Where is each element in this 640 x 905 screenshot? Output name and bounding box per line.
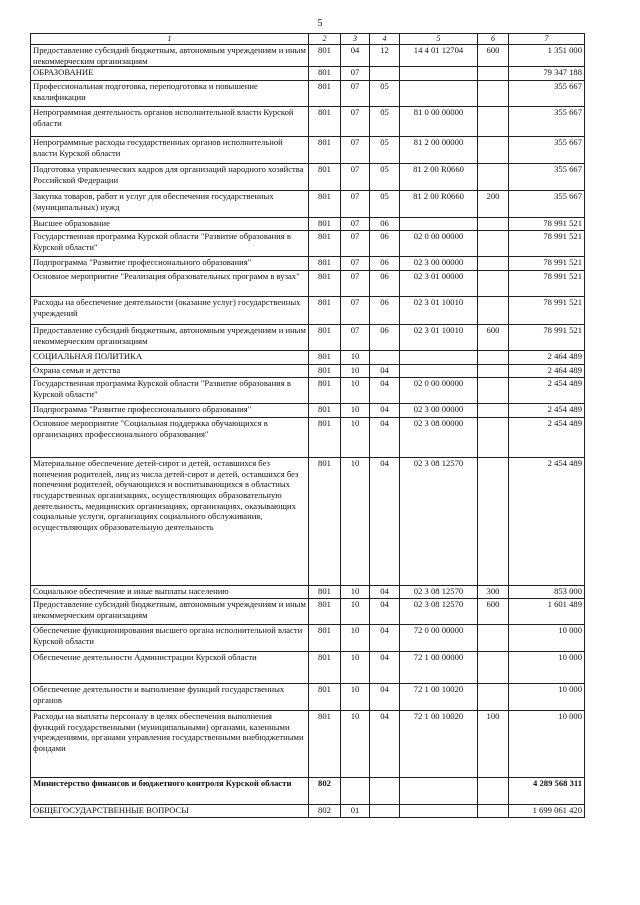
table-row (31, 418, 585, 458)
target-article-code: 02 0 00 00000 (400, 378, 478, 404)
section-code: 10 (341, 404, 370, 418)
table-row (31, 191, 585, 218)
expense-type-code (478, 107, 509, 137)
ministry-code: 801 (309, 365, 341, 378)
target-article-code: 02 3 00 00000 (400, 257, 478, 271)
expense-type-code: 600 (478, 325, 509, 351)
amount: 1 351 000 (509, 45, 585, 67)
subsection-code (370, 805, 400, 818)
row-name: Расходы на выплаты персоналу в целях обеспечения выполнения функций государственными (муниципальными) органами, казенными учреждениями, органами управления государственными внебюджетными фондами (31, 711, 309, 778)
subsection-code: 06 (370, 271, 400, 297)
expense-type-code (478, 684, 509, 711)
ministry-code: 802 (309, 805, 341, 818)
row-name: Социальное обеспечение и иные выплаты населению (31, 586, 309, 599)
expense-type-code (478, 778, 509, 805)
target-article-code: 72 1 00 10020 (400, 684, 478, 711)
table-header-row (31, 34, 585, 45)
target-article-code: 02 3 08 12570 (400, 458, 478, 586)
section-code: 04 (341, 45, 370, 67)
target-article-code: 02 3 00 00000 (400, 404, 478, 418)
expense-type-code (478, 67, 509, 81)
section-code: 10 (341, 599, 370, 625)
row-name: Подготовка управленческих кадров для организаций народного хозяйства Российской Федерации (31, 164, 309, 191)
amount: 2 454 489 (509, 458, 585, 586)
amount: 10 000 (509, 652, 585, 684)
section-code: 07 (341, 271, 370, 297)
target-article-code (400, 778, 478, 805)
amount: 2 454 489 (509, 404, 585, 418)
amount: 78 991 521 (509, 271, 585, 297)
target-article-code: 81 2 00 R0660 (400, 164, 478, 191)
target-article-code: 02 3 01 00000 (400, 271, 478, 297)
table-row (31, 45, 585, 67)
expense-type-code: 100 (478, 711, 509, 778)
expense-type-code (478, 418, 509, 458)
section-code: 10 (341, 458, 370, 586)
table-row (31, 137, 585, 164)
table-row (31, 271, 585, 297)
amount: 10 000 (509, 711, 585, 778)
target-article-code: 72 1 00 00000 (400, 652, 478, 684)
subsection-code: 04 (370, 378, 400, 404)
target-article-code: 02 3 08 12570 (400, 599, 478, 625)
subsection-code: 06 (370, 325, 400, 351)
subsection-code: 05 (370, 107, 400, 137)
subsection-code: 05 (370, 191, 400, 218)
expense-type-code (478, 805, 509, 818)
amount: 79 347 188 (509, 67, 585, 81)
expense-type-code (478, 297, 509, 325)
ministry-code: 801 (309, 45, 341, 67)
table-row (31, 325, 585, 351)
target-article-code (400, 67, 478, 81)
amount: 355 667 (509, 191, 585, 218)
subsection-code: 05 (370, 137, 400, 164)
ministry-code: 802 (309, 778, 341, 805)
table-row (31, 81, 585, 107)
subsection-code (370, 67, 400, 81)
subsection-code: 12 (370, 45, 400, 67)
ministry-code: 801 (309, 137, 341, 164)
amount: 78 991 521 (509, 257, 585, 271)
amount: 2 454 489 (509, 378, 585, 404)
expense-type-code: 600 (478, 599, 509, 625)
column-header: 3 (341, 34, 370, 45)
row-name: СОЦИАЛЬНАЯ ПОЛИТИКА (31, 351, 309, 365)
section-code: 07 (341, 297, 370, 325)
ministry-code: 801 (309, 325, 341, 351)
row-name: Предоставление субсидий бюджетным, автономным учреждениям и иным некоммерческим организациям (31, 599, 309, 625)
section-code: 10 (341, 378, 370, 404)
ministry-code: 801 (309, 81, 341, 107)
target-article-code: 81 0 00 00000 (400, 107, 478, 137)
expense-type-code (478, 81, 509, 107)
section-code: 07 (341, 191, 370, 218)
expense-type-code (478, 137, 509, 164)
expense-type-code (478, 625, 509, 652)
amount: 355 667 (509, 164, 585, 191)
row-name: Обеспечение деятельности Администрации Курской области (31, 652, 309, 684)
subsection-code (370, 778, 400, 805)
amount: 355 667 (509, 137, 585, 164)
table-row (31, 778, 585, 805)
row-name: Предоставление субсидий бюджетным, автономным учреждениям и иным некоммерческим организациям (31, 45, 309, 67)
section-code: 07 (341, 218, 370, 231)
target-article-code: 72 1 00 10020 (400, 711, 478, 778)
expense-type-code (478, 257, 509, 271)
row-name: Высшее образование (31, 218, 309, 231)
column-header: 5 (400, 34, 478, 45)
row-name: Непрограммная деятельность органов исполнительной власти Курской области (31, 107, 309, 137)
section-code: 07 (341, 325, 370, 351)
target-article-code: 81 2 00 00000 (400, 137, 478, 164)
subsection-code: 04 (370, 599, 400, 625)
amount: 355 667 (509, 81, 585, 107)
row-name: ОБЩЕГОСУДАРСТВЕННЫЕ ВОПРОСЫ (31, 805, 309, 818)
budget-table (30, 33, 585, 818)
expense-type-code: 600 (478, 45, 509, 67)
row-name: Государственная программа Курской области "Развитие образования в Курской области" (31, 231, 309, 257)
row-name: Профессиональная подготовка, переподготовка и повышение квалификации (31, 81, 309, 107)
table-row (31, 231, 585, 257)
column-header: 1 (31, 34, 309, 45)
subsection-code: 04 (370, 652, 400, 684)
target-article-code (400, 365, 478, 378)
section-code: 07 (341, 81, 370, 107)
ministry-code: 801 (309, 599, 341, 625)
ministry-code: 801 (309, 271, 341, 297)
section-code: 10 (341, 418, 370, 458)
section-code: 10 (341, 652, 370, 684)
target-article-code: 02 0 00 00000 (400, 231, 478, 257)
target-article-code: 72 0 00 00000 (400, 625, 478, 652)
expense-type-code (478, 271, 509, 297)
ministry-code: 801 (309, 404, 341, 418)
table-row (31, 586, 585, 599)
page-number: 5 (317, 18, 323, 29)
amount: 853 000 (509, 586, 585, 599)
row-name: ОБРАЗОВАНИЕ (31, 67, 309, 81)
amount: 2 464 489 (509, 351, 585, 365)
section-code: 10 (341, 586, 370, 599)
amount: 2 464 489 (509, 365, 585, 378)
table-row (31, 805, 585, 818)
section-code: 07 (341, 107, 370, 137)
row-name: Непрограммные расходы государственных органов исполнительной власти Курской области (31, 137, 309, 164)
expense-type-code: 300 (478, 586, 509, 599)
ministry-code: 801 (309, 67, 341, 81)
amount: 355 667 (509, 107, 585, 137)
ministry-code: 801 (309, 684, 341, 711)
section-code: 07 (341, 67, 370, 81)
table-row (31, 297, 585, 325)
target-article-code (400, 351, 478, 365)
row-name: Расходы на обеспечение деятельности (оказание услуг) государственных учреждений (31, 297, 309, 325)
expense-type-code (478, 458, 509, 586)
table-row (31, 378, 585, 404)
subsection-code: 06 (370, 297, 400, 325)
expense-type-code (478, 365, 509, 378)
ministry-code: 801 (309, 625, 341, 652)
ministry-code: 801 (309, 107, 341, 137)
subsection-code (370, 351, 400, 365)
ministry-code: 801 (309, 458, 341, 586)
subsection-code: 06 (370, 218, 400, 231)
table-row (31, 711, 585, 778)
amount: 1 699 061 420 (509, 805, 585, 818)
row-name: Предоставление субсидий бюджетным, автономным учреждениям и иным некоммерческим организациям (31, 325, 309, 351)
section-code: 07 (341, 164, 370, 191)
amount: 10 000 (509, 625, 585, 652)
table-row (31, 257, 585, 271)
table-row (31, 351, 585, 365)
table-row (31, 652, 585, 684)
table-row (31, 365, 585, 378)
target-article-code: 14 4 01 12704 (400, 45, 478, 67)
column-header: 2 (309, 34, 341, 45)
ministry-code: 801 (309, 218, 341, 231)
target-article-code (400, 805, 478, 818)
row-name: Закупка товаров, работ и услуг для обеспечения государственных (муниципальных) нужд (31, 191, 309, 218)
table-row (31, 67, 585, 81)
row-name: Основное мероприятие "Реализация образовательных программ в вузах" (31, 271, 309, 297)
target-article-code: 02 3 01 10010 (400, 325, 478, 351)
subsection-code: 04 (370, 458, 400, 586)
target-article-code (400, 218, 478, 231)
section-code: 10 (341, 711, 370, 778)
ministry-code: 801 (309, 257, 341, 271)
section-code: 07 (341, 257, 370, 271)
table-row (31, 107, 585, 137)
table-row (31, 684, 585, 711)
expense-type-code (478, 231, 509, 257)
expense-type-code (478, 652, 509, 684)
section-code: 07 (341, 231, 370, 257)
amount: 78 991 521 (509, 297, 585, 325)
ministry-code: 801 (309, 231, 341, 257)
ministry-code: 801 (309, 297, 341, 325)
amount: 2 454 489 (509, 418, 585, 458)
ministry-code: 801 (309, 164, 341, 191)
section-code: 01 (341, 805, 370, 818)
section-code (341, 778, 370, 805)
column-header: 4 (370, 34, 400, 45)
table-row (31, 404, 585, 418)
row-name: Основное мероприятие "Социальная поддержка обучающихся в организациях профессионального образования" (31, 418, 309, 458)
amount: 10 000 (509, 684, 585, 711)
subsection-code: 04 (370, 418, 400, 458)
expense-type-code (478, 351, 509, 365)
row-name: Обеспечение деятельности и выполнение функций государственных органов (31, 684, 309, 711)
section-code: 10 (341, 365, 370, 378)
subsection-code: 05 (370, 81, 400, 107)
ministry-code: 801 (309, 711, 341, 778)
subsection-code: 04 (370, 586, 400, 599)
subsection-code: 04 (370, 711, 400, 778)
row-name: Охрана семьи и детства (31, 365, 309, 378)
section-code: 10 (341, 351, 370, 365)
section-code: 10 (341, 684, 370, 711)
ministry-code: 801 (309, 586, 341, 599)
row-name: Подпрограмма "Развитие профессионального образования" (31, 257, 309, 271)
expense-type-code: 200 (478, 191, 509, 218)
ministry-code: 801 (309, 378, 341, 404)
table-row (31, 164, 585, 191)
ministry-code: 801 (309, 351, 341, 365)
subsection-code: 06 (370, 257, 400, 271)
target-article-code: 81 2 00 R0660 (400, 191, 478, 218)
subsection-code: 06 (370, 231, 400, 257)
row-name: Обеспечение функционирования высшего органа исполнительной власти Курской области (31, 625, 309, 652)
section-code: 10 (341, 625, 370, 652)
ministry-code: 801 (309, 418, 341, 458)
table-row (31, 218, 585, 231)
column-header: 6 (478, 34, 509, 45)
target-article-code: 02 3 08 12570 (400, 586, 478, 599)
row-name: Подпрограмма "Развитие профессионального образования" (31, 404, 309, 418)
subsection-code: 04 (370, 684, 400, 711)
subsection-code: 05 (370, 164, 400, 191)
amount: 1 601 489 (509, 599, 585, 625)
target-article-code: 02 3 08 00000 (400, 418, 478, 458)
table-row (31, 458, 585, 586)
column-header: 7 (509, 34, 585, 45)
expense-type-code (478, 164, 509, 191)
subsection-code: 04 (370, 625, 400, 652)
expense-type-code (478, 378, 509, 404)
ministry-code: 801 (309, 652, 341, 684)
target-article-code (400, 81, 478, 107)
row-name: Государственная программа Курской области "Развитие образования в Курской области" (31, 378, 309, 404)
ministry-code: 801 (309, 191, 341, 218)
amount: 78 991 521 (509, 231, 585, 257)
amount: 4 289 568 311 (509, 778, 585, 805)
expense-type-code (478, 218, 509, 231)
table-row (31, 625, 585, 652)
expense-type-code (478, 404, 509, 418)
subsection-code: 04 (370, 404, 400, 418)
amount: 78 991 521 (509, 218, 585, 231)
row-name: Министерство финансов и бюджетного контроля Курской области (31, 778, 309, 805)
target-article-code: 02 3 01 10010 (400, 297, 478, 325)
table-row (31, 599, 585, 625)
section-code: 07 (341, 137, 370, 164)
amount: 78 991 521 (509, 325, 585, 351)
row-name: Материальное обеспечение детей-сирот и детей, оставшихся без попечения родителей, лиц из числа детей-сирот и детей, оставшихся без попечения родителей, обучающихся и воспитывающихся в областных государственных организациях, осуществляющих образовательную деятельность, медицинских организациях, организациях, оказывающих социальные услуги, организациях социального обслуживания, осуществляющих образовательную деятельность (31, 458, 309, 586)
subsection-code: 04 (370, 365, 400, 378)
